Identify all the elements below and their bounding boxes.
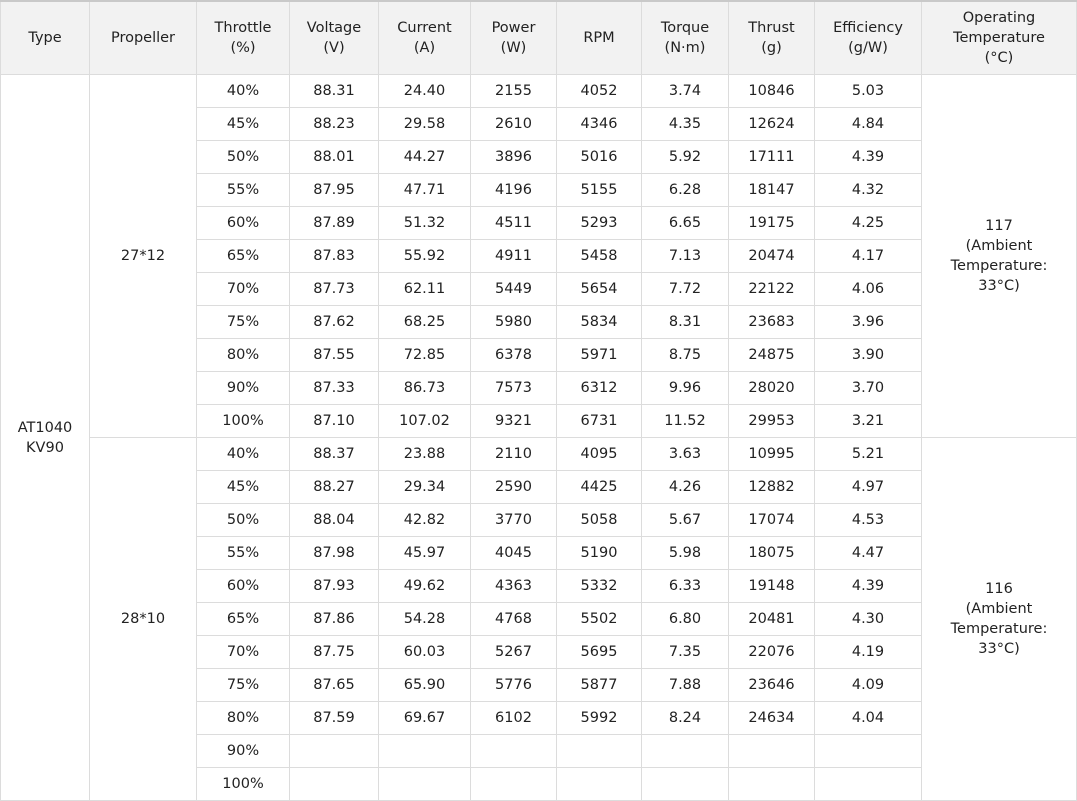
voltage-cell: 87.95 — [290, 174, 379, 207]
header-voltage — [290, 1, 379, 75]
voltage-cell: 88.04 — [290, 504, 379, 537]
current-cell: 54.28 — [379, 603, 471, 636]
current-cell: 86.73 — [379, 372, 471, 405]
header-label: Operating — [962, 10, 1036, 26]
efficiency-cell: 3.90 — [815, 339, 922, 372]
torque-cell: 7.13 — [642, 240, 729, 273]
rpm-cell: 5058 — [557, 504, 642, 537]
rpm-cell: 5877 — [557, 669, 642, 702]
throttle-cell: 45% — [197, 108, 290, 141]
thrust-cell: 18147 — [729, 174, 815, 207]
throttle-cell: 75% — [197, 669, 290, 702]
torque-cell: 11.52 — [642, 405, 729, 438]
current-cell: 62.11 — [379, 273, 471, 306]
header-label: Temperature — [953, 30, 1045, 46]
rpm-cell: 5654 — [557, 273, 642, 306]
header-label: Type — [28, 30, 62, 46]
efficiency-cell: 4.53 — [815, 504, 922, 537]
power-cell: 4511 — [471, 207, 557, 240]
header-propeller — [90, 1, 197, 75]
current-cell: 55.92 — [379, 240, 471, 273]
throttle-cell: 60% — [197, 570, 290, 603]
throttle-cell: 70% — [197, 636, 290, 669]
rpm-cell: 5695 — [557, 636, 642, 669]
temperature-cell — [922, 75, 1077, 438]
current-cell: 45.97 — [379, 537, 471, 570]
torque-cell: 8.31 — [642, 306, 729, 339]
current-cell: 72.85 — [379, 339, 471, 372]
thrust-cell: 17111 — [729, 141, 815, 174]
header-current — [379, 1, 471, 75]
torque-cell: 6.65 — [642, 207, 729, 240]
torque-cell: 3.74 — [642, 75, 729, 108]
rpm-cell: 5458 — [557, 240, 642, 273]
header-unit: (g) — [761, 40, 782, 56]
voltage-cell: 87.59 — [290, 702, 379, 735]
current-cell: 69.67 — [379, 702, 471, 735]
efficiency-cell — [815, 768, 922, 801]
throttle-cell: 55% — [197, 174, 290, 207]
power-cell: 3770 — [471, 504, 557, 537]
voltage-cell: 87.73 — [290, 273, 379, 306]
thrust-cell: 23646 — [729, 669, 815, 702]
temperature-note: (Ambient — [965, 238, 1033, 254]
header-thrust — [729, 1, 815, 75]
torque-cell: 3.63 — [642, 438, 729, 471]
power-cell: 4363 — [471, 570, 557, 603]
rpm-cell: 5332 — [557, 570, 642, 603]
rpm-cell: 4095 — [557, 438, 642, 471]
throttle-cell: 90% — [197, 735, 290, 768]
temperature-note: 33°C) — [978, 641, 1020, 657]
thrust-cell: 23683 — [729, 306, 815, 339]
rpm-cell — [557, 768, 642, 801]
efficiency-cell: 4.30 — [815, 603, 922, 636]
throttle-cell: 45% — [197, 471, 290, 504]
efficiency-cell: 3.70 — [815, 372, 922, 405]
power-cell: 3896 — [471, 141, 557, 174]
power-cell: 4196 — [471, 174, 557, 207]
power-cell: 5980 — [471, 306, 557, 339]
thrust-cell: 19175 — [729, 207, 815, 240]
current-cell: 29.34 — [379, 471, 471, 504]
throttle-cell: 100% — [197, 768, 290, 801]
efficiency-cell: 4.25 — [815, 207, 922, 240]
throttle-cell: 75% — [197, 306, 290, 339]
header-unit: (%) — [230, 40, 256, 56]
header-label: Propeller — [110, 30, 176, 46]
power-cell: 5776 — [471, 669, 557, 702]
power-cell: 5449 — [471, 273, 557, 306]
efficiency-cell — [815, 735, 922, 768]
voltage-cell: 87.86 — [290, 603, 379, 636]
type-cell — [1, 75, 90, 801]
efficiency-cell: 4.39 — [815, 570, 922, 603]
power-cell: 7573 — [471, 372, 557, 405]
throttle-cell: 55% — [197, 537, 290, 570]
torque-cell: 6.28 — [642, 174, 729, 207]
torque-cell: 9.96 — [642, 372, 729, 405]
power-cell: 2610 — [471, 108, 557, 141]
power-cell — [471, 768, 557, 801]
header-efficiency — [815, 1, 922, 75]
thrust-cell: 20481 — [729, 603, 815, 636]
thrust-cell: 24634 — [729, 702, 815, 735]
rpm-cell: 6312 — [557, 372, 642, 405]
power-cell: 9321 — [471, 405, 557, 438]
voltage-cell: 87.65 — [290, 669, 379, 702]
throttle-cell: 50% — [197, 504, 290, 537]
thrust-cell: 22122 — [729, 273, 815, 306]
thrust-cell: 10995 — [729, 438, 815, 471]
header-label: Torque — [660, 20, 710, 36]
voltage-cell — [290, 735, 379, 768]
throttle-cell: 100% — [197, 405, 290, 438]
efficiency-cell: 3.21 — [815, 405, 922, 438]
rpm-cell: 5971 — [557, 339, 642, 372]
table-row — [1, 75, 1077, 108]
header-type — [1, 1, 90, 75]
torque-cell: 4.26 — [642, 471, 729, 504]
current-cell: 51.32 — [379, 207, 471, 240]
current-cell: 65.90 — [379, 669, 471, 702]
throttle-cell: 40% — [197, 75, 290, 108]
efficiency-cell: 4.19 — [815, 636, 922, 669]
thrust-cell: 19148 — [729, 570, 815, 603]
power-cell: 2590 — [471, 471, 557, 504]
rpm-cell: 4425 — [557, 471, 642, 504]
power-cell: 4768 — [471, 603, 557, 636]
voltage-cell — [290, 768, 379, 801]
temperature-note: 33°C) — [978, 278, 1020, 294]
temperature-note: Temperature: — [950, 258, 1048, 274]
torque-cell: 7.35 — [642, 636, 729, 669]
voltage-cell: 87.55 — [290, 339, 379, 372]
type-kv: KV90 — [26, 439, 64, 456]
voltage-cell: 88.01 — [290, 141, 379, 174]
current-cell: 107.02 — [379, 405, 471, 438]
current-cell: 24.40 — [379, 75, 471, 108]
efficiency-cell: 4.04 — [815, 702, 922, 735]
throttle-cell: 65% — [197, 603, 290, 636]
efficiency-cell: 3.96 — [815, 306, 922, 339]
power-cell: 2155 — [471, 75, 557, 108]
throttle-cell: 60% — [197, 207, 290, 240]
thrust-cell: 28020 — [729, 372, 815, 405]
torque-cell: 5.92 — [642, 141, 729, 174]
current-cell: 23.88 — [379, 438, 471, 471]
header-unit: (°C) — [984, 50, 1014, 66]
torque-cell: 6.33 — [642, 570, 729, 603]
voltage-cell: 88.31 — [290, 75, 379, 108]
efficiency-cell: 4.32 — [815, 174, 922, 207]
current-cell: 42.82 — [379, 504, 471, 537]
torque-cell: 8.24 — [642, 702, 729, 735]
header-operating-temperature — [922, 1, 1077, 75]
current-cell: 44.27 — [379, 141, 471, 174]
current-cell — [379, 768, 471, 801]
voltage-cell: 87.98 — [290, 537, 379, 570]
rpm-cell: 5502 — [557, 603, 642, 636]
torque-cell: 7.72 — [642, 273, 729, 306]
voltage-cell: 87.75 — [290, 636, 379, 669]
thrust-cell: 12882 — [729, 471, 815, 504]
power-cell: 4911 — [471, 240, 557, 273]
temperature-cell — [922, 438, 1077, 801]
rpm-cell: 4346 — [557, 108, 642, 141]
rpm-cell: 4052 — [557, 75, 642, 108]
rpm-cell: 5293 — [557, 207, 642, 240]
voltage-cell: 87.33 — [290, 372, 379, 405]
thrust-cell: 29953 — [729, 405, 815, 438]
voltage-cell: 87.89 — [290, 207, 379, 240]
torque-cell: 6.80 — [642, 603, 729, 636]
table-row — [1, 438, 1077, 471]
thrust-cell: 12624 — [729, 108, 815, 141]
voltage-cell: 87.83 — [290, 240, 379, 273]
voltage-cell: 88.27 — [290, 471, 379, 504]
torque-cell: 4.35 — [642, 108, 729, 141]
power-cell: 4045 — [471, 537, 557, 570]
torque-cell — [642, 768, 729, 801]
header-label: Voltage — [306, 20, 362, 36]
voltage-cell: 88.37 — [290, 438, 379, 471]
propeller-cell: 28*10 — [90, 438, 197, 801]
throttle-cell: 80% — [197, 702, 290, 735]
power-cell: 6102 — [471, 702, 557, 735]
header-unit: (A) — [413, 40, 436, 56]
header-unit: (N·m) — [664, 40, 706, 56]
efficiency-cell: 4.97 — [815, 471, 922, 504]
power-cell — [471, 735, 557, 768]
torque-cell: 8.75 — [642, 339, 729, 372]
header-torque — [642, 1, 729, 75]
power-cell: 2110 — [471, 438, 557, 471]
voltage-cell: 88.23 — [290, 108, 379, 141]
power-cell: 5267 — [471, 636, 557, 669]
torque-cell: 5.67 — [642, 504, 729, 537]
propeller-cell: 27*12 — [90, 75, 197, 438]
throttle-cell: 70% — [197, 273, 290, 306]
voltage-cell: 87.10 — [290, 405, 379, 438]
rpm-cell: 5992 — [557, 702, 642, 735]
thrust-cell: 17074 — [729, 504, 815, 537]
table-body — [1, 75, 1077, 801]
current-cell: 60.03 — [379, 636, 471, 669]
header-label: Power — [491, 20, 536, 36]
throttle-cell: 90% — [197, 372, 290, 405]
voltage-cell: 87.93 — [290, 570, 379, 603]
throttle-cell: 40% — [197, 438, 290, 471]
efficiency-cell: 4.17 — [815, 240, 922, 273]
rpm-cell: 5016 — [557, 141, 642, 174]
voltage-cell: 87.62 — [290, 306, 379, 339]
efficiency-cell: 4.09 — [815, 669, 922, 702]
throttle-cell: 65% — [197, 240, 290, 273]
temperature-value: 117 — [985, 218, 1013, 234]
rpm-cell — [557, 735, 642, 768]
temperature-note: Temperature: — [950, 621, 1048, 637]
thrust-cell: 20474 — [729, 240, 815, 273]
rpm-cell: 5834 — [557, 306, 642, 339]
header-row — [1, 1, 1077, 75]
torque-cell: 5.98 — [642, 537, 729, 570]
rpm-cell: 6731 — [557, 405, 642, 438]
rpm-cell: 5155 — [557, 174, 642, 207]
efficiency-cell: 4.84 — [815, 108, 922, 141]
current-cell: 47.71 — [379, 174, 471, 207]
header-unit: (g/W) — [848, 40, 888, 56]
temperature-note: (Ambient — [965, 601, 1033, 617]
header-rpm — [557, 1, 642, 75]
thrust-cell: 18075 — [729, 537, 815, 570]
header-label: Thrust — [748, 20, 795, 36]
thrust-cell: 10846 — [729, 75, 815, 108]
current-cell: 49.62 — [379, 570, 471, 603]
header-label: Current — [397, 20, 452, 36]
header-label: Efficiency — [833, 20, 903, 36]
efficiency-cell: 4.06 — [815, 273, 922, 306]
current-cell: 68.25 — [379, 306, 471, 339]
thrust-cell: 24875 — [729, 339, 815, 372]
power-cell: 6378 — [471, 339, 557, 372]
header-label: Throttle — [214, 20, 272, 36]
efficiency-cell: 5.03 — [815, 75, 922, 108]
thrust-cell — [729, 768, 815, 801]
header-label: RPM — [583, 30, 615, 46]
efficiency-cell: 4.47 — [815, 537, 922, 570]
throttle-cell: 50% — [197, 141, 290, 174]
header-unit: (V) — [323, 40, 345, 56]
efficiency-cell: 5.21 — [815, 438, 922, 471]
current-cell — [379, 735, 471, 768]
current-cell: 29.58 — [379, 108, 471, 141]
efficiency-cell: 4.39 — [815, 141, 922, 174]
rpm-cell: 5190 — [557, 537, 642, 570]
thrust-cell — [729, 735, 815, 768]
header-power — [471, 1, 557, 75]
torque-cell — [642, 735, 729, 768]
type-model: AT1040 — [17, 419, 73, 436]
thrust-cell: 22076 — [729, 636, 815, 669]
header-throttle — [197, 1, 290, 75]
throttle-cell: 80% — [197, 339, 290, 372]
header-unit: (W) — [500, 40, 527, 56]
torque-cell: 7.88 — [642, 669, 729, 702]
temperature-value: 116 — [985, 581, 1013, 597]
